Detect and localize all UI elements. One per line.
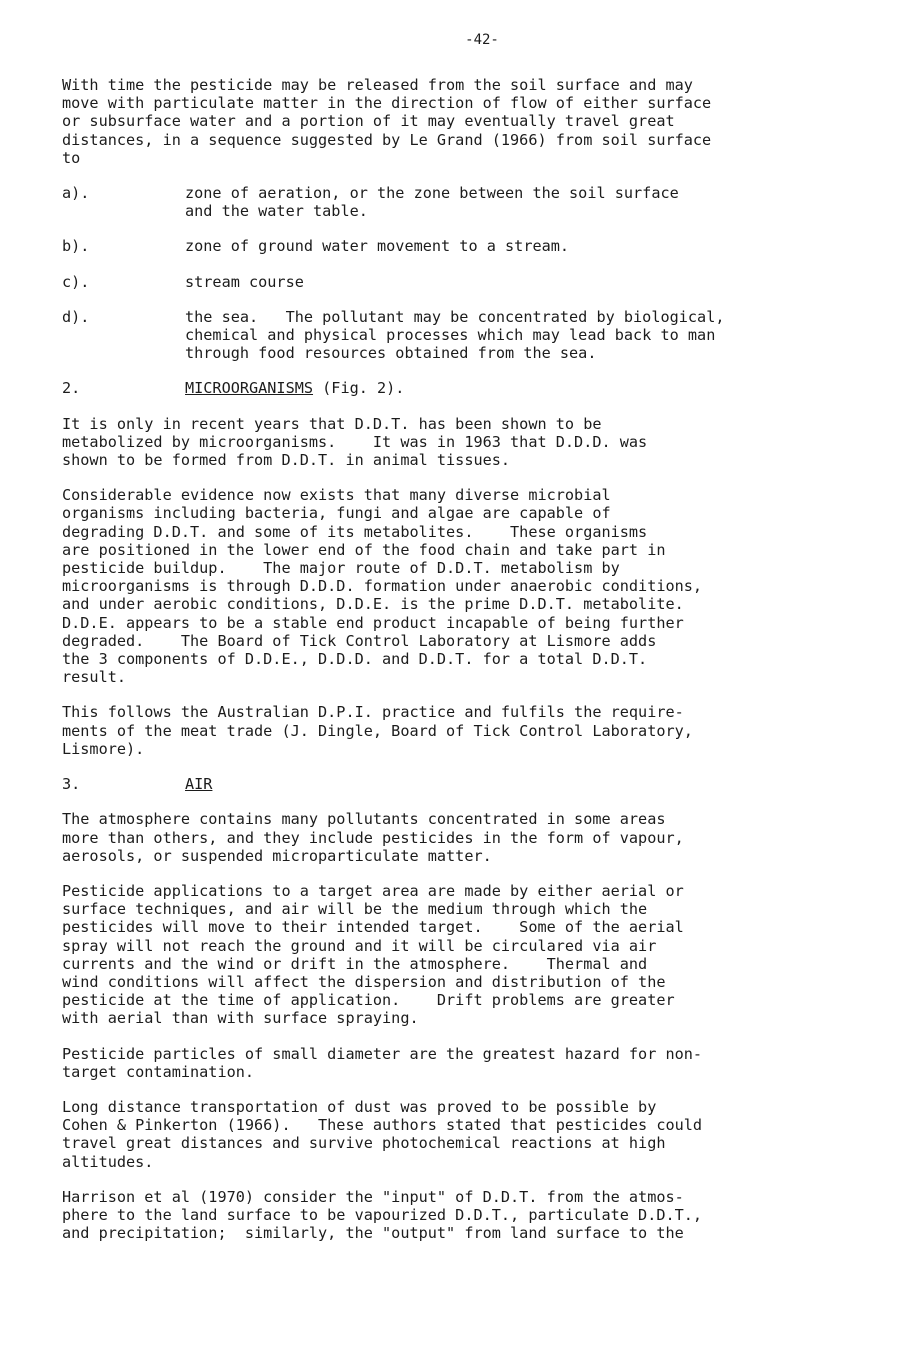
list-item-label: d). [62,307,90,326]
paragraph: The atmosphere contains many pollutants concentrated in some areas more than others, and they include pesticides in the form of vapour, aerosols, or suspended microparticulate matter. [62,810,684,865]
list-item [62,273,862,291]
intro-paragraph: With time the pesticide may be released from the soil surface and may move with particulate matter in the direction of flow of either surface or subsurface water and a portion of it may eventually travel great distances, in a sequence suggested by Le Grand (1966) from soil surface to [62,76,712,167]
section-title [185,379,404,397]
list-item-label: c). [62,272,90,291]
paragraph: Pesticide particles of small diameter are the greatest hazard for non- target contamination. [62,1044,703,1081]
section-title-suffix: (Fig. 2). [313,379,405,398]
document-page [62,32,862,1259]
section-number: 2. [62,379,81,398]
section-title-text: MICROORGANISMS [185,379,314,398]
sequence-list [62,184,862,362]
list-item-text: the sea. The pollutant may be concentrated by biological, chemical and physical processes which may lead back to man through food resources obtained from the sea. [185,307,725,363]
list-item [62,237,862,255]
list-item [62,184,862,220]
paragraph: Long distance transportation of dust was proved to be possible by Cohen & Pinkerton (1966). These authors stated that pesticides could travel great distances and survive photochemical reactions at high altitudes. [62,1097,703,1171]
list-item-text: zone of aeration, or the zone between the soil surface and the water table. [185,184,679,221]
section-number: 3. [62,775,81,794]
section-title: AIR [185,775,213,794]
list-item-label: a). [62,184,90,203]
list-item [62,308,862,363]
paragraph: Considerable evidence now exists that many diverse microbial organisms including bacteria, fungi and algae are capable of degrading D.D.T. and some of its metabolites. These organisms are positioned in the lower end of the food chain and take part in pesticide buildup. The major route of D.D.T. metabolism by microorganisms is through D.D.D. formation under anaerobic conditions, and under aerobic conditions, D.D.E. is the prime D.D.T. metabolite. D.D.E. appears to be a stable end product incapable of being further degraded. The Board of Tick Control Laboratory at Lismore adds the 3 components of D.D.E., D.D.D. and D.D.T. for a total D.D.T. result. [62,486,703,687]
list-item-label: b). [62,237,90,256]
paragraph: Harrison et al (1970) consider the "input" of D.D.T. from the atmos- phere to the land surface to be vapourized D.D.T., particulate D.D.T., and precipitation; similarly, the "output" from land surface to the [62,1187,703,1243]
paragraph: Pesticide applications to a target area are made by either aerial or surface techniques, and air will be the medium through which the pesticides will move to their intended target. Some of the aerial spray will not reach the ground and it will be circulared via air currents and the wind or drift in the atmosphere. Thermal and wind conditions will affect the dispersion and distribution of the pesticide at the time of application. Drift problems are greater with aerial than with surface spraying. [62,881,684,1028]
page-number: -42- [465,32,499,48]
paragraph: It is only in recent years that D.D.T. has been shown to be metabolized by microorganisms. It was in 1963 that D.D.D. was shown to be formed from D.D.T. in animal tissues. [62,414,648,470]
section-heading-air [62,775,862,793]
list-item-text: zone of ground water movement to a stream. [185,237,570,256]
paragraph: This follows the Australian D.P.I. practice and fulfils the require- ments of the meat trade (J. Dingle, Board of Tick Control Laboratory, Lismore). [62,703,693,758]
list-item-text: stream course [185,272,304,291]
section-heading-microorganisms [62,379,862,397]
